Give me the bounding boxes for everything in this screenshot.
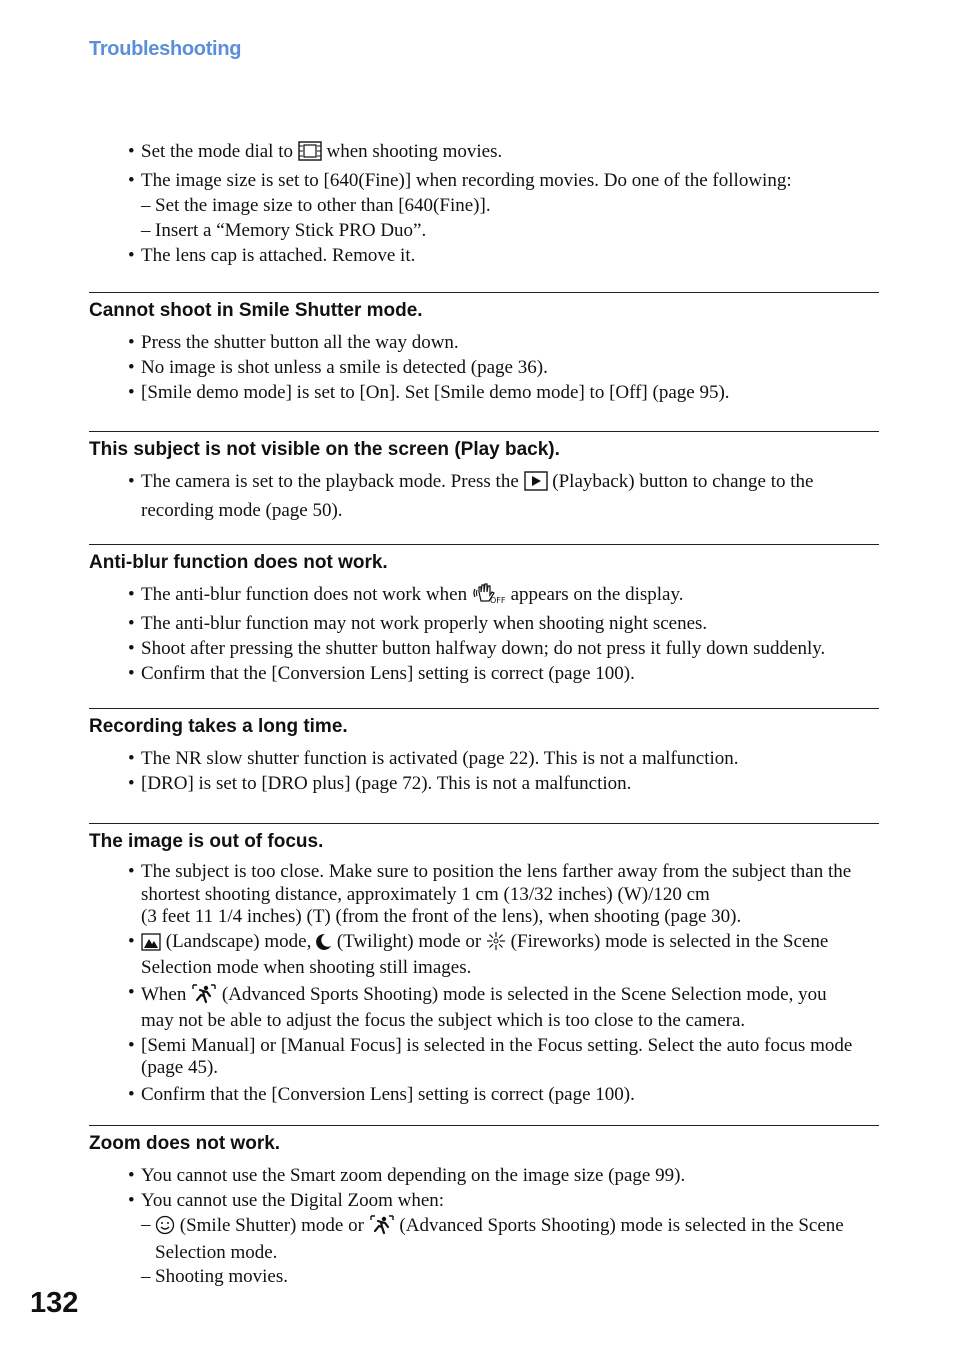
list-item: • [DRO] is set to [DRO plus] (page 72). This is not a malfunction. xyxy=(128,773,632,794)
section-title: Cannot shoot in Smile Shutter mode. xyxy=(89,300,423,321)
list-item: • Set the mode dial to when shooting movies. xyxy=(89,139,879,168)
anti-blur-off-icon xyxy=(472,582,506,611)
list-item: • [Smile demo mode] is set to [On]. Set [Smile demo mode] to [Off] (page 95). xyxy=(128,382,730,403)
list-subitem: – Insert a “Memory Stick PRO Duo”. xyxy=(141,220,427,241)
divider xyxy=(89,431,879,432)
twilight-icon xyxy=(316,933,332,958)
landscape-icon xyxy=(141,933,161,958)
playback-icon xyxy=(524,471,548,498)
list-item: • [Semi Manual] or [Manual Focus] is selected in the Focus setting. Select the auto focus mode (page 45). xyxy=(128,1034,853,1078)
fireworks-icon xyxy=(486,931,506,958)
page-number: 132 xyxy=(30,1287,79,1319)
movie-mode-icon xyxy=(298,141,322,168)
advanced-sports-icon xyxy=(369,1213,395,1241)
list-item: • The lens cap is attached. Remove it. xyxy=(128,245,416,266)
smile-shutter-icon xyxy=(155,1215,175,1241)
list-item: • When (Advanced Sports Shooting) mode is selected in the Scene Selection mode, you may not be able to adjust the focus the subject which is too close to the camera. xyxy=(128,981,827,1031)
list-subitem: – Shooting movies. xyxy=(141,1266,289,1287)
section-title: The image is out of focus. xyxy=(89,831,324,852)
zoom-section xyxy=(89,1125,879,1289)
list-item: • You cannot use the Digital Zoom when: xyxy=(128,1190,445,1211)
svg-text:OFF: OFF xyxy=(489,596,506,604)
out-of-focus-section xyxy=(89,823,879,1107)
playback-section xyxy=(89,431,879,523)
section-title: Zoom does not work. xyxy=(89,1133,281,1154)
list-item: • The camera is set to the playback mode. Press the (Playback) button to change to the recording mode (page 50). xyxy=(128,471,814,521)
list-item: • The NR slow shutter function is activated (page 22). This is not a malfunction. xyxy=(128,748,739,769)
list-item: • Confirm that the [Conversion Lens] setting is correct (page 100). xyxy=(128,663,635,684)
divider xyxy=(89,823,879,824)
list-item: • No image is shot unless a smile is detected (page 36). xyxy=(128,357,548,378)
list-item: • The subject is too close. Make sure to position the lens farther away from the subject than the shortest shooting distance, approximately 1 cm (13/32 inches) (W)/120 cm (3 feet 11 1/4 inches) (T) (from the front of the lens), when shooting (page 30). xyxy=(128,861,852,927)
list-item: • Confirm that the [Conversion Lens] setting is correct (page 100). xyxy=(128,1083,635,1105)
recording-time-section xyxy=(89,708,879,796)
intro-section xyxy=(89,139,879,268)
list-item: • Press the shutter button all the way down. xyxy=(128,332,459,353)
divider xyxy=(89,1125,879,1126)
section-title: Anti-blur function does not work. xyxy=(89,552,388,573)
section-title: This subject is not visible on the screen (Play back). xyxy=(89,439,560,460)
divider xyxy=(89,708,879,709)
list-item: • (Landscape) mode, (Twilight) mode or (Fireworks) mode is selected in the Scene Selection mode when shooting still images. xyxy=(128,930,829,978)
list-item: • The image size is set to [640(Fine)] when recording movies. Do one of the following: xyxy=(128,170,792,191)
section-header: Troubleshooting xyxy=(89,38,242,60)
list-item: • The anti-blur function may not work properly when shooting night scenes. xyxy=(128,613,708,634)
advanced-sports-icon xyxy=(191,982,217,1011)
divider xyxy=(89,292,879,293)
section-title: Recording takes a long time. xyxy=(89,716,348,737)
list-subitem: – (Smile Shutter) mode or (Advanced Sports Shooting) mode is selected in the Scene Selection mode. xyxy=(141,1214,844,1263)
anti-blur-section xyxy=(89,544,879,686)
divider xyxy=(89,544,879,545)
list-item: • Shoot after pressing the shutter button halfway down; do not press it fully down suddenly. xyxy=(128,638,826,659)
list-item: • You cannot use the Smart zoom depending on the image size (page 99). xyxy=(128,1165,686,1186)
smile-shutter-section xyxy=(89,292,879,405)
list-subitem: – Set the image size to other than [640(Fine)]. xyxy=(141,195,491,216)
list-item: • The anti-blur function does not work when OFF appears on the display. xyxy=(89,582,879,611)
